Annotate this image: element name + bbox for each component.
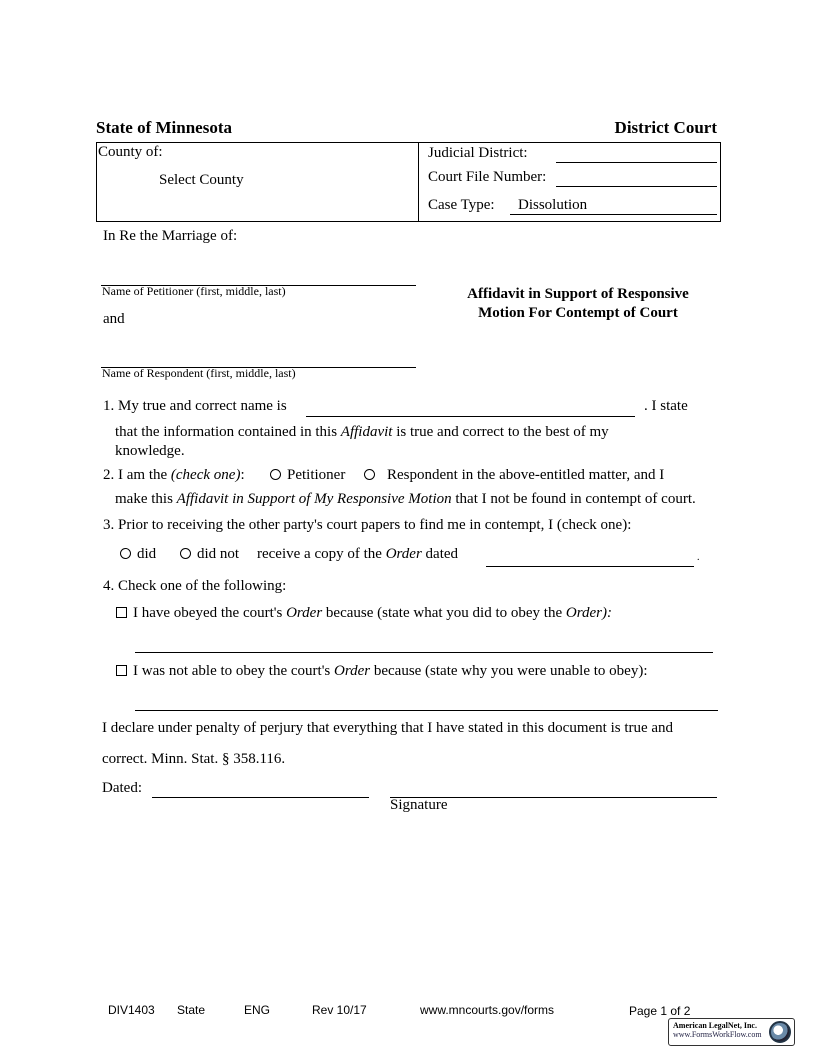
- item2-line2-a: make this: [115, 491, 177, 507]
- item1-line2-b: is true and correct to the best of my: [392, 424, 609, 440]
- respondent-label: Name of Respondent (first, middle, last): [102, 366, 296, 380]
- did-label: did: [137, 546, 157, 562]
- item2-prefix: 2. I am the: [103, 467, 171, 483]
- case-type-label: Case Type:: [428, 197, 495, 213]
- item2-line2-em: Affidavit in Support of My Responsive Motion: [176, 491, 452, 507]
- footer-url[interactable]: www.mncourts.gov/forms: [420, 1003, 555, 1017]
- case-type-field: [510, 214, 717, 215]
- petitioner-radio[interactable]: [270, 469, 281, 480]
- respondent-option[interactable]: [364, 467, 664, 484]
- dated-field[interactable]: [152, 797, 369, 798]
- obeyed-em: Order: [286, 605, 323, 621]
- dated-label: Dated:: [102, 780, 142, 796]
- item1-prefix: 1. My true and correct name is: [103, 398, 287, 414]
- declaration-line2: correct. Minn. Stat. § 358.116.: [102, 751, 286, 767]
- item3-receive-em: Order: [385, 546, 422, 562]
- item1-line3: knowledge.: [115, 443, 185, 459]
- respondent-option-label: Respondent in the above-entitled matter, and I: [387, 467, 665, 483]
- order-date-field[interactable]: [486, 566, 694, 567]
- not-obeyed-checkbox[interactable]: [116, 665, 127, 676]
- item3-period: .: [697, 552, 700, 563]
- obeyed-text-a: I have obeyed the court's: [133, 605, 287, 621]
- did-radio[interactable]: [120, 548, 131, 559]
- caption-divider: [418, 142, 419, 222]
- item2-line2: [115, 491, 696, 508]
- petitioner-option-label: Petitioner: [287, 467, 346, 483]
- badge-line1: American LegalNet, Inc.: [673, 1021, 757, 1030]
- court-file-label: Court File Number:: [428, 169, 547, 185]
- item2-em: (check one): [170, 467, 241, 483]
- item3-receive-a: receive a copy of the: [257, 546, 386, 562]
- item4-line1: 4. Check one of the following:: [103, 578, 287, 594]
- obeyed-em2: Order):: [565, 605, 612, 621]
- county-select[interactable]: Select County: [159, 172, 244, 188]
- judicial-district-field[interactable]: [556, 162, 717, 163]
- true-name-field[interactable]: [306, 416, 635, 417]
- state-heading: State of Minnesota: [96, 118, 232, 137]
- did-not-radio[interactable]: [180, 548, 191, 559]
- not-obeyed-text-a: I was not able to obey the court's: [133, 663, 334, 679]
- item1-line2-em: Affidavit: [340, 424, 393, 440]
- footer-state: State: [177, 1003, 206, 1017]
- item3-receive-b: dated: [421, 546, 459, 562]
- item2-line2-b: that I not be found in contempt of court.: [451, 491, 696, 507]
- document-title: [440, 285, 716, 323]
- signature-label: Signature: [390, 797, 448, 813]
- footer-form-id: DIV1403: [108, 1003, 155, 1017]
- county-label: County of:: [98, 144, 163, 160]
- item2-colon: :: [240, 467, 245, 483]
- not-obeyed-text-b: because (state why you were unable to obey):: [370, 663, 648, 679]
- globe-icon: [769, 1021, 791, 1043]
- obeyed-text-b: because (state what you did to obey the: [322, 605, 566, 621]
- in-re-label: In Re the Marriage of:: [103, 228, 238, 244]
- title-line-1: Affidavit in Support of Responsive: [467, 286, 689, 302]
- court-file-field[interactable]: [556, 186, 717, 187]
- obeyed-explanation-field[interactable]: [135, 652, 713, 653]
- did-option[interactable]: [120, 546, 156, 563]
- respondent-radio[interactable]: [364, 469, 375, 480]
- item1-line2-a: that the information contained in this: [115, 424, 341, 440]
- not-obeyed-explanation-field[interactable]: [135, 710, 718, 711]
- footer-rev: Rev 10/17: [312, 1003, 367, 1017]
- and-label: and: [103, 311, 125, 327]
- declaration-line1: I declare under penalty of perjury that everything that I have stated in this document is true and: [102, 720, 674, 736]
- case-type-value[interactable]: Dissolution: [518, 197, 588, 213]
- judicial-district-label: Judicial District:: [428, 145, 528, 161]
- footer-page: Page 1 of 2: [629, 1004, 691, 1018]
- title-line-2: Motion For Contempt of Court: [478, 305, 678, 321]
- did-not-label: did not: [197, 546, 240, 562]
- petitioner-option[interactable]: [270, 467, 345, 484]
- item1-suffix: . I state: [644, 398, 688, 414]
- item2-line1: [103, 467, 245, 484]
- badge-line2: www.FormsWorkFlow.com: [673, 1030, 762, 1039]
- item3-line1: 3. Prior to receiving the other party's court papers to find me in contempt, I (check one):: [103, 517, 632, 533]
- petitioner-label: Name of Petitioner (first, middle, last): [102, 284, 286, 298]
- obeyed-checkbox[interactable]: [116, 607, 127, 618]
- court-heading: District Court: [614, 118, 717, 137]
- footer-lang: ENG: [244, 1003, 271, 1017]
- not-obeyed-option[interactable]: [116, 663, 648, 680]
- obeyed-option[interactable]: [116, 605, 612, 622]
- legalnet-badge[interactable]: [668, 1018, 795, 1046]
- item3-receive: [257, 546, 458, 563]
- not-obeyed-em: Order: [333, 663, 371, 679]
- item1-line2: [115, 424, 609, 441]
- did-not-option[interactable]: [180, 546, 239, 563]
